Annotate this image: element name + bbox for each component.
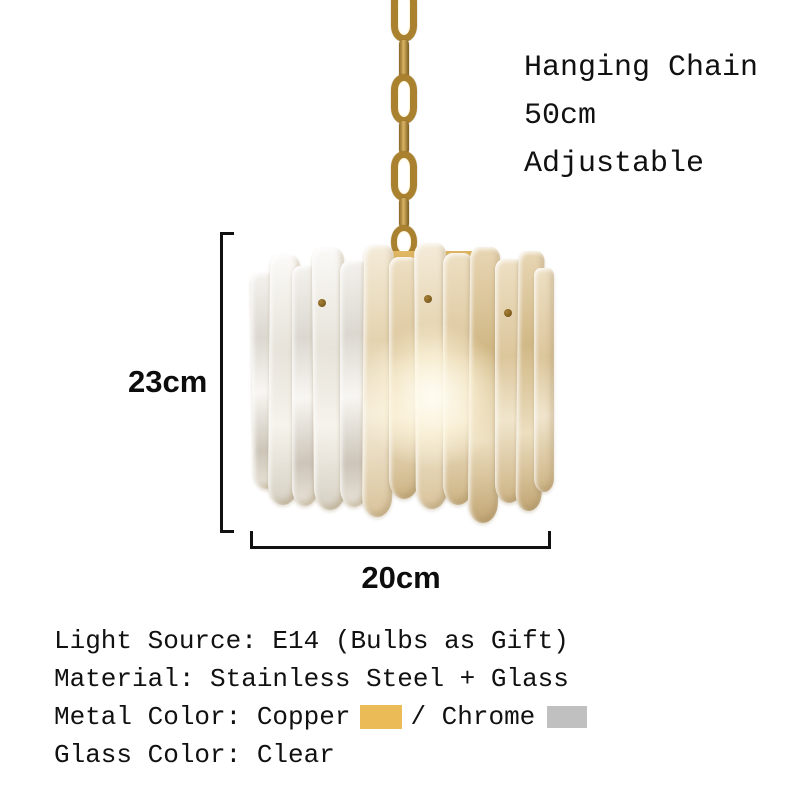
glass-strip [534,268,554,492]
chain-connector [399,121,409,154]
chain-connector [399,198,409,228]
screw-dot [318,299,326,307]
copper-color-swatch [360,705,402,729]
spec-glass-color: Glass Color: Clear [54,740,335,770]
chain-annotation [524,44,758,188]
chain-annotation-line3: Adjustable [524,147,705,181]
chain-annotation-line1: Hanging Chain [524,51,759,85]
chandelier-image [252,243,554,545]
spec-metal-color-prefix: Metal Color: Copper [54,702,351,732]
chrome-color-swatch [547,706,587,728]
bulb-glow [335,298,530,493]
height-dimension-bracket [220,232,234,533]
spec-metal-color [54,698,587,736]
chain-connector [399,40,409,78]
spec-light-source: Light Source: E14 (Bulbs as Gift) [54,626,569,656]
chain-link [391,0,417,42]
hanging-chain [390,0,418,258]
spec-metal-color-suffix: / Chrome [410,702,536,732]
chain-annotation-line2: 50cm [524,99,597,133]
width-dimension-bracket [250,531,551,549]
chain-link [391,151,417,201]
height-dimension-label: 23cm [128,364,208,399]
width-dimension-label: 20cm [361,560,441,595]
spec-material: Material: Stainless Steel + Glass [54,664,569,694]
spec-list [54,622,587,774]
chain-link [391,74,417,124]
